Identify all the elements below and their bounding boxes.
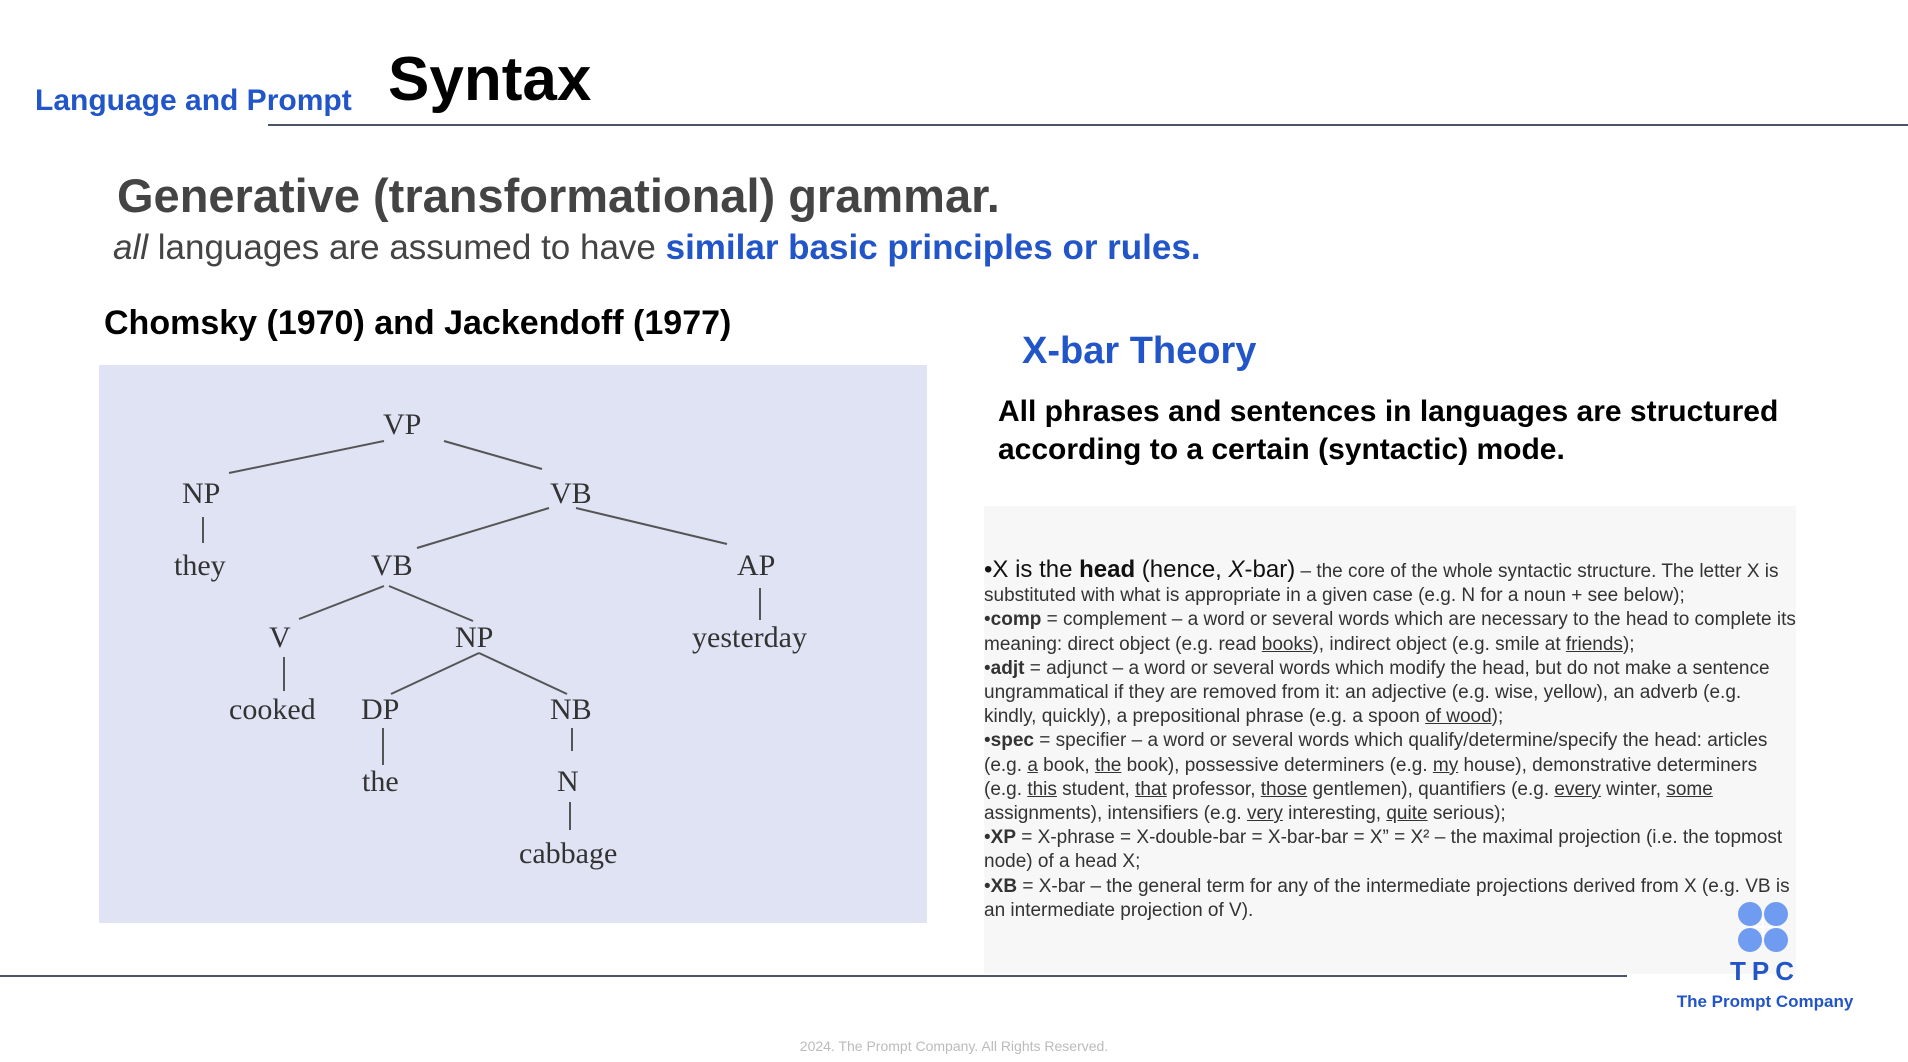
syntax-tree-diagram bbox=[99, 365, 927, 923]
xbar-theory-description: All phrases and sentences in languages are structured according to a certain (syntactic) mode. bbox=[998, 395, 1779, 466]
edge-vbmid-v bbox=[299, 586, 384, 619]
subheading-plain: languages are assumed to have bbox=[148, 228, 666, 267]
edge-vbmid-np bbox=[389, 586, 473, 621]
node-nb: NB bbox=[550, 693, 592, 726]
spec-t6: professor, bbox=[1166, 778, 1261, 800]
edge-vb-ap bbox=[576, 508, 727, 544]
adjt-label: adjt bbox=[990, 657, 1025, 679]
brand-label: Language and Prompt bbox=[35, 84, 352, 117]
spec-e1: a bbox=[1027, 754, 1038, 776]
head-x-italic: X bbox=[1228, 556, 1245, 583]
head-word: head bbox=[1079, 556, 1136, 583]
definition-comp: •comp = complement – a word or several words which are necessary to the head to complete its meaning: direct object (e.g. read books), indirect object (e.g. smile at friends); bbox=[984, 609, 1796, 655]
head-hence: (hence, bbox=[1135, 556, 1229, 583]
definition-xb: •XB = X-bar – the general term for any of the intermediate projections derived from X (e.g. VB is an intermediate projection of V). bbox=[984, 875, 1790, 921]
head-bar-close: -bar) bbox=[1244, 556, 1296, 583]
node-np: NP bbox=[182, 477, 221, 510]
node-v: V bbox=[269, 621, 291, 654]
spec-t9: assignments), intensifiers (e.g. bbox=[984, 803, 1247, 825]
edge-vp-vb bbox=[444, 441, 542, 469]
xp-text: = X-phrase = X-double-bar = X-bar-bar = X” = X² – the maximal projection (i.e. the topmost node) of a head X; bbox=[984, 827, 1783, 873]
xbar-theory-title: X-bar Theory bbox=[1022, 330, 1257, 372]
syntax-tree-svg bbox=[99, 365, 927, 923]
spec-t4: house), demonstrative determiners (e.g. bbox=[984, 754, 1758, 800]
spec-t7: gentlemen), quantifiers (e.g. bbox=[1307, 778, 1555, 800]
node-vb-top: VB bbox=[550, 477, 592, 510]
adjt-text2: ); bbox=[1491, 706, 1504, 728]
comp-text2: ), indirect object (e.g. smile at bbox=[1312, 633, 1566, 655]
spec-e10: quite bbox=[1386, 803, 1428, 825]
spec-t1: = specifier – a word or several words which qualify/determine/specify the head: articles (e.g. bbox=[984, 730, 1768, 776]
comp-example-1: books bbox=[1261, 633, 1313, 655]
spec-e4: this bbox=[1027, 778, 1057, 800]
section-heading: Generative (transformational) grammar. bbox=[117, 169, 1000, 222]
header-divider bbox=[268, 124, 1908, 126]
spec-t11: serious); bbox=[1427, 803, 1506, 825]
node-n: N bbox=[557, 765, 579, 798]
slide-title: Syntax bbox=[388, 45, 592, 114]
definitions-text bbox=[984, 558, 1796, 923]
node-yesterday: yesterday bbox=[692, 621, 807, 654]
spec-e2: the bbox=[1094, 754, 1122, 776]
adjt-example-1: of wood bbox=[1425, 706, 1492, 728]
edge-np-nb bbox=[479, 653, 567, 694]
spec-t10: interesting, bbox=[1282, 803, 1387, 825]
node-np2: NP bbox=[455, 621, 494, 654]
node-they: they bbox=[174, 549, 226, 582]
subheading-italic: all bbox=[113, 228, 149, 267]
edge-vp-np bbox=[229, 441, 384, 473]
spec-t2: book, bbox=[1037, 754, 1095, 776]
xb-label: XB bbox=[990, 875, 1018, 897]
xp-label: XP bbox=[990, 827, 1017, 849]
company-logo bbox=[1676, 900, 1900, 1018]
spec-e5: that bbox=[1135, 778, 1167, 800]
spec-t5: student, bbox=[1056, 778, 1136, 800]
spec-e6: those bbox=[1260, 778, 1308, 800]
node-the: the bbox=[362, 765, 399, 798]
footer-divider bbox=[0, 975, 1627, 977]
spec-e7: every bbox=[1554, 778, 1601, 800]
comp-text3: ); bbox=[1622, 633, 1635, 655]
definition-adjt: •adjt = adjunct – a word or several words which modify the head, but do not make a sentence ungrammatical if they are removed from it: an adjective (e.g. wise, yellow), an adverb (e.g. kindly, quickly), a prepositional phrase (e.g. a spoon of wood); bbox=[984, 657, 1770, 728]
spec-t3: book), possessive determiners (e.g. bbox=[1121, 754, 1433, 776]
node-dp: DP bbox=[361, 693, 400, 726]
authors-caption: Chomsky (1970) and Jackendoff (1977) bbox=[104, 304, 732, 342]
copyright-footer: 2024. The Prompt Company. All Rights Reserved. bbox=[799, 1038, 1109, 1054]
adjt-text1: = adjunct – a word or several words which modify the head, but do not make a sentence ungrammatical if they are removed from it: an adjective (e.g. wise, yellow), an adverb (e.g. kindly, quickly), a prepositional phrase (e.g. a spoon bbox=[984, 657, 1770, 728]
definitions-panel bbox=[984, 506, 1796, 974]
logo-company-name: The Prompt Company bbox=[1676, 992, 1854, 1011]
node-vp: VP bbox=[383, 408, 422, 441]
node-ap: AP bbox=[737, 549, 776, 582]
head-rest: – the core of the whole syntactic structure. The letter X is substituted with what is appropriate in a given case (e.g. N for a noun + see below); bbox=[984, 561, 1779, 607]
edge-vb-vb bbox=[417, 508, 549, 548]
subheading-highlight: similar basic principles or rules. bbox=[665, 228, 1201, 267]
node-cabbage: cabbage bbox=[519, 837, 618, 870]
spec-t8: winter, bbox=[1600, 778, 1667, 800]
head-bullet-x: •X is the bbox=[984, 556, 1080, 583]
comp-label: comp bbox=[990, 609, 1042, 631]
spec-e8: some bbox=[1666, 778, 1713, 800]
logo-letters: TPC bbox=[1730, 956, 1800, 986]
xb-text: = X-bar – the general term for any of the intermediate projections derived from X (e.g. VB is an intermediate projection of V). bbox=[984, 875, 1790, 921]
comp-text1: = complement – a word or several words which are necessary to the head to complete its meaning: direct object (e.g. read bbox=[984, 609, 1796, 655]
section-subheading bbox=[113, 228, 1201, 268]
spec-e3: my bbox=[1432, 754, 1459, 776]
edge-np-dp bbox=[391, 653, 479, 694]
node-cooked: cooked bbox=[229, 693, 316, 726]
node-vb-mid: VB bbox=[371, 549, 413, 582]
spec-e9: very bbox=[1246, 803, 1283, 825]
definition-head bbox=[984, 558, 1796, 608]
spec-label: spec bbox=[990, 730, 1034, 752]
comp-example-2: friends bbox=[1565, 633, 1623, 655]
definition-spec: •spec = specifier – a word or several words which qualify/determine/specify the head: articles (e.g. a book, the book), possessive determiners (e.g. my house), demonstrative determiners (e.g. this student, that professor, those gentlemen), quantifiers (e.g. every winter, some assignments), intensifiers (e.g. very interesting, quite serious); bbox=[984, 730, 1768, 825]
logo-mark-icon bbox=[1736, 900, 1790, 954]
definition-xp: •XP = X-phrase = X-double-bar = X-bar-bar = X” = X² – the maximal projection (i.e. the topmost node) of a head X; bbox=[984, 827, 1783, 873]
